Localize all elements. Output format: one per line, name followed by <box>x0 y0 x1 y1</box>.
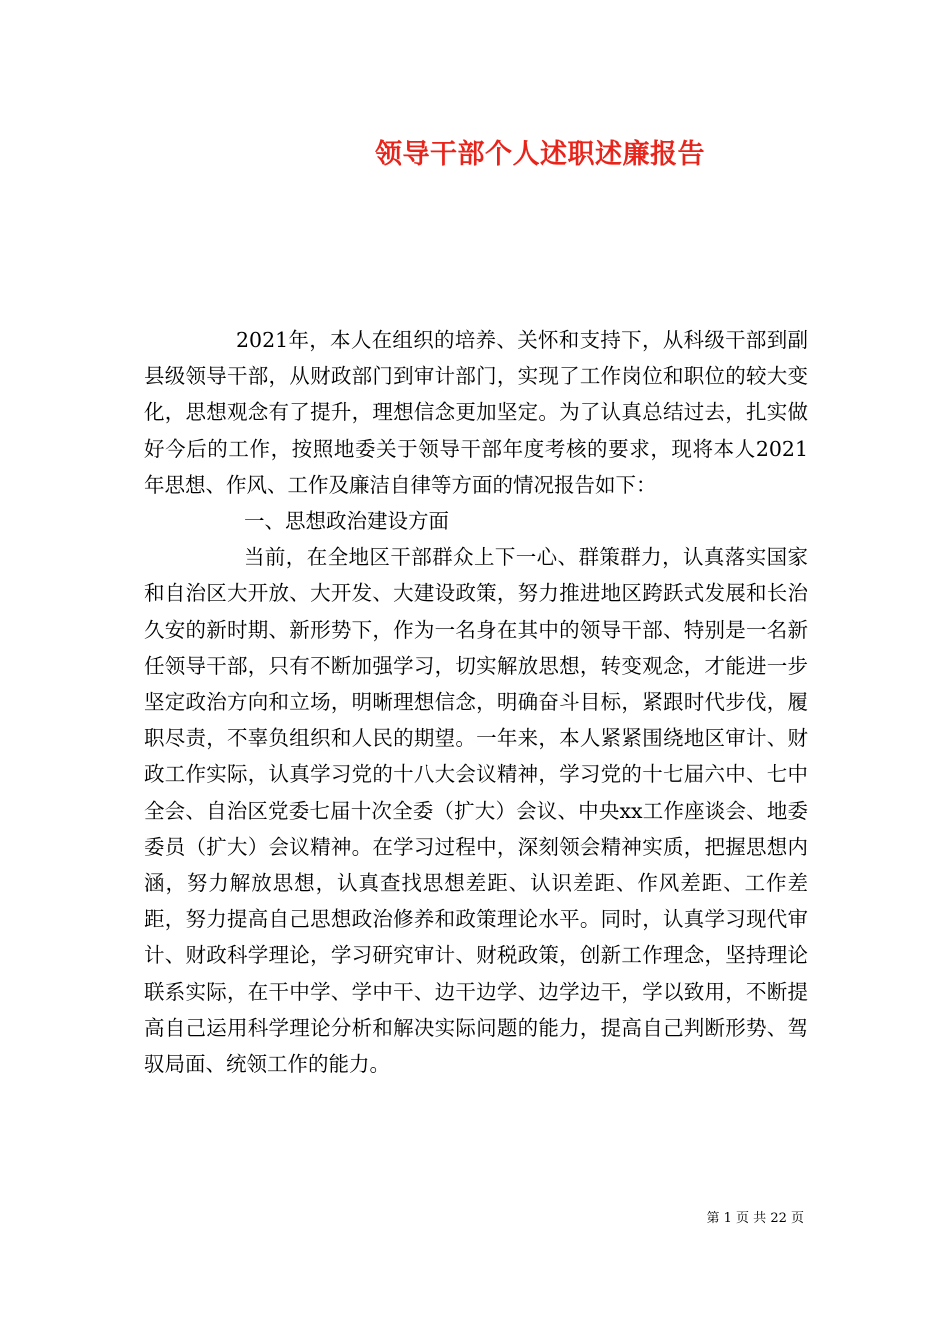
paragraph-section-1: 当前，在全地区干部群众上下一心、群策群力，认真落实国家和自治区大开放、大开发、大建设政策，努力推进地区跨跃式发展和长治久安的新时期、新形势下，作为一名身在其中的领导干部、特别是一名新任领导干部，只有不断加强学习，切实解放思想，转变观念，才能进一步坚定政治方向和立场，明晰理想信念，明确奋斗目标，紧跟时代步伐，履职尽责，不辜负组织和人民的期望。一年来，本人紧紧围绕地区审计、财政工作实际，认真学习党的十八大会议精神，学习党的十七届六中、七中全会、自治区党委七届十次全委（扩大）会议、中央xx工作座谈会、地委委员（扩大）会议精神。在学习过程中，深刻领会精神实质，把握思想内涵，努力解放思想，认真查找思想差距、认识差距、作风差距、工作差距，努力提高自己思想政治修养和政策理论水平。同时，认真学习现代审计、财政科学理论，学习研究审计、财税政策，创新工作理念，坚持理论联系实际，在干中学、学中干、边干边学、边学边干，学以致用，不断提高自己运用科学理论分析和解决实际问题的能力，提高自己判断形势、驾驭局面、统领工作的能力。 <box>144 545 808 1077</box>
document-body <box>144 322 808 1082</box>
paragraph-intro: 2021年，本人在组织的培养、关怀和支持下，从科级干部到副县级领导干部，从财政部门到审计部门，实现了工作岗位和职位的较大变化，思想观念有了提升，理想信念更加坚定。为了认真总结过去，扎实做好今后的工作，按照地委关于领导干部年度考核的要求，现将本人2021年思想、作风、工作及廉洁自律等方面的情况报告如下： <box>144 328 808 497</box>
page-number: 第 1 页 共 22 页 <box>706 1211 804 1226</box>
document-title: 领导干部个人述职述廉报告 <box>375 139 705 170</box>
section-heading: 一、思想政治建设方面 <box>244 509 449 534</box>
